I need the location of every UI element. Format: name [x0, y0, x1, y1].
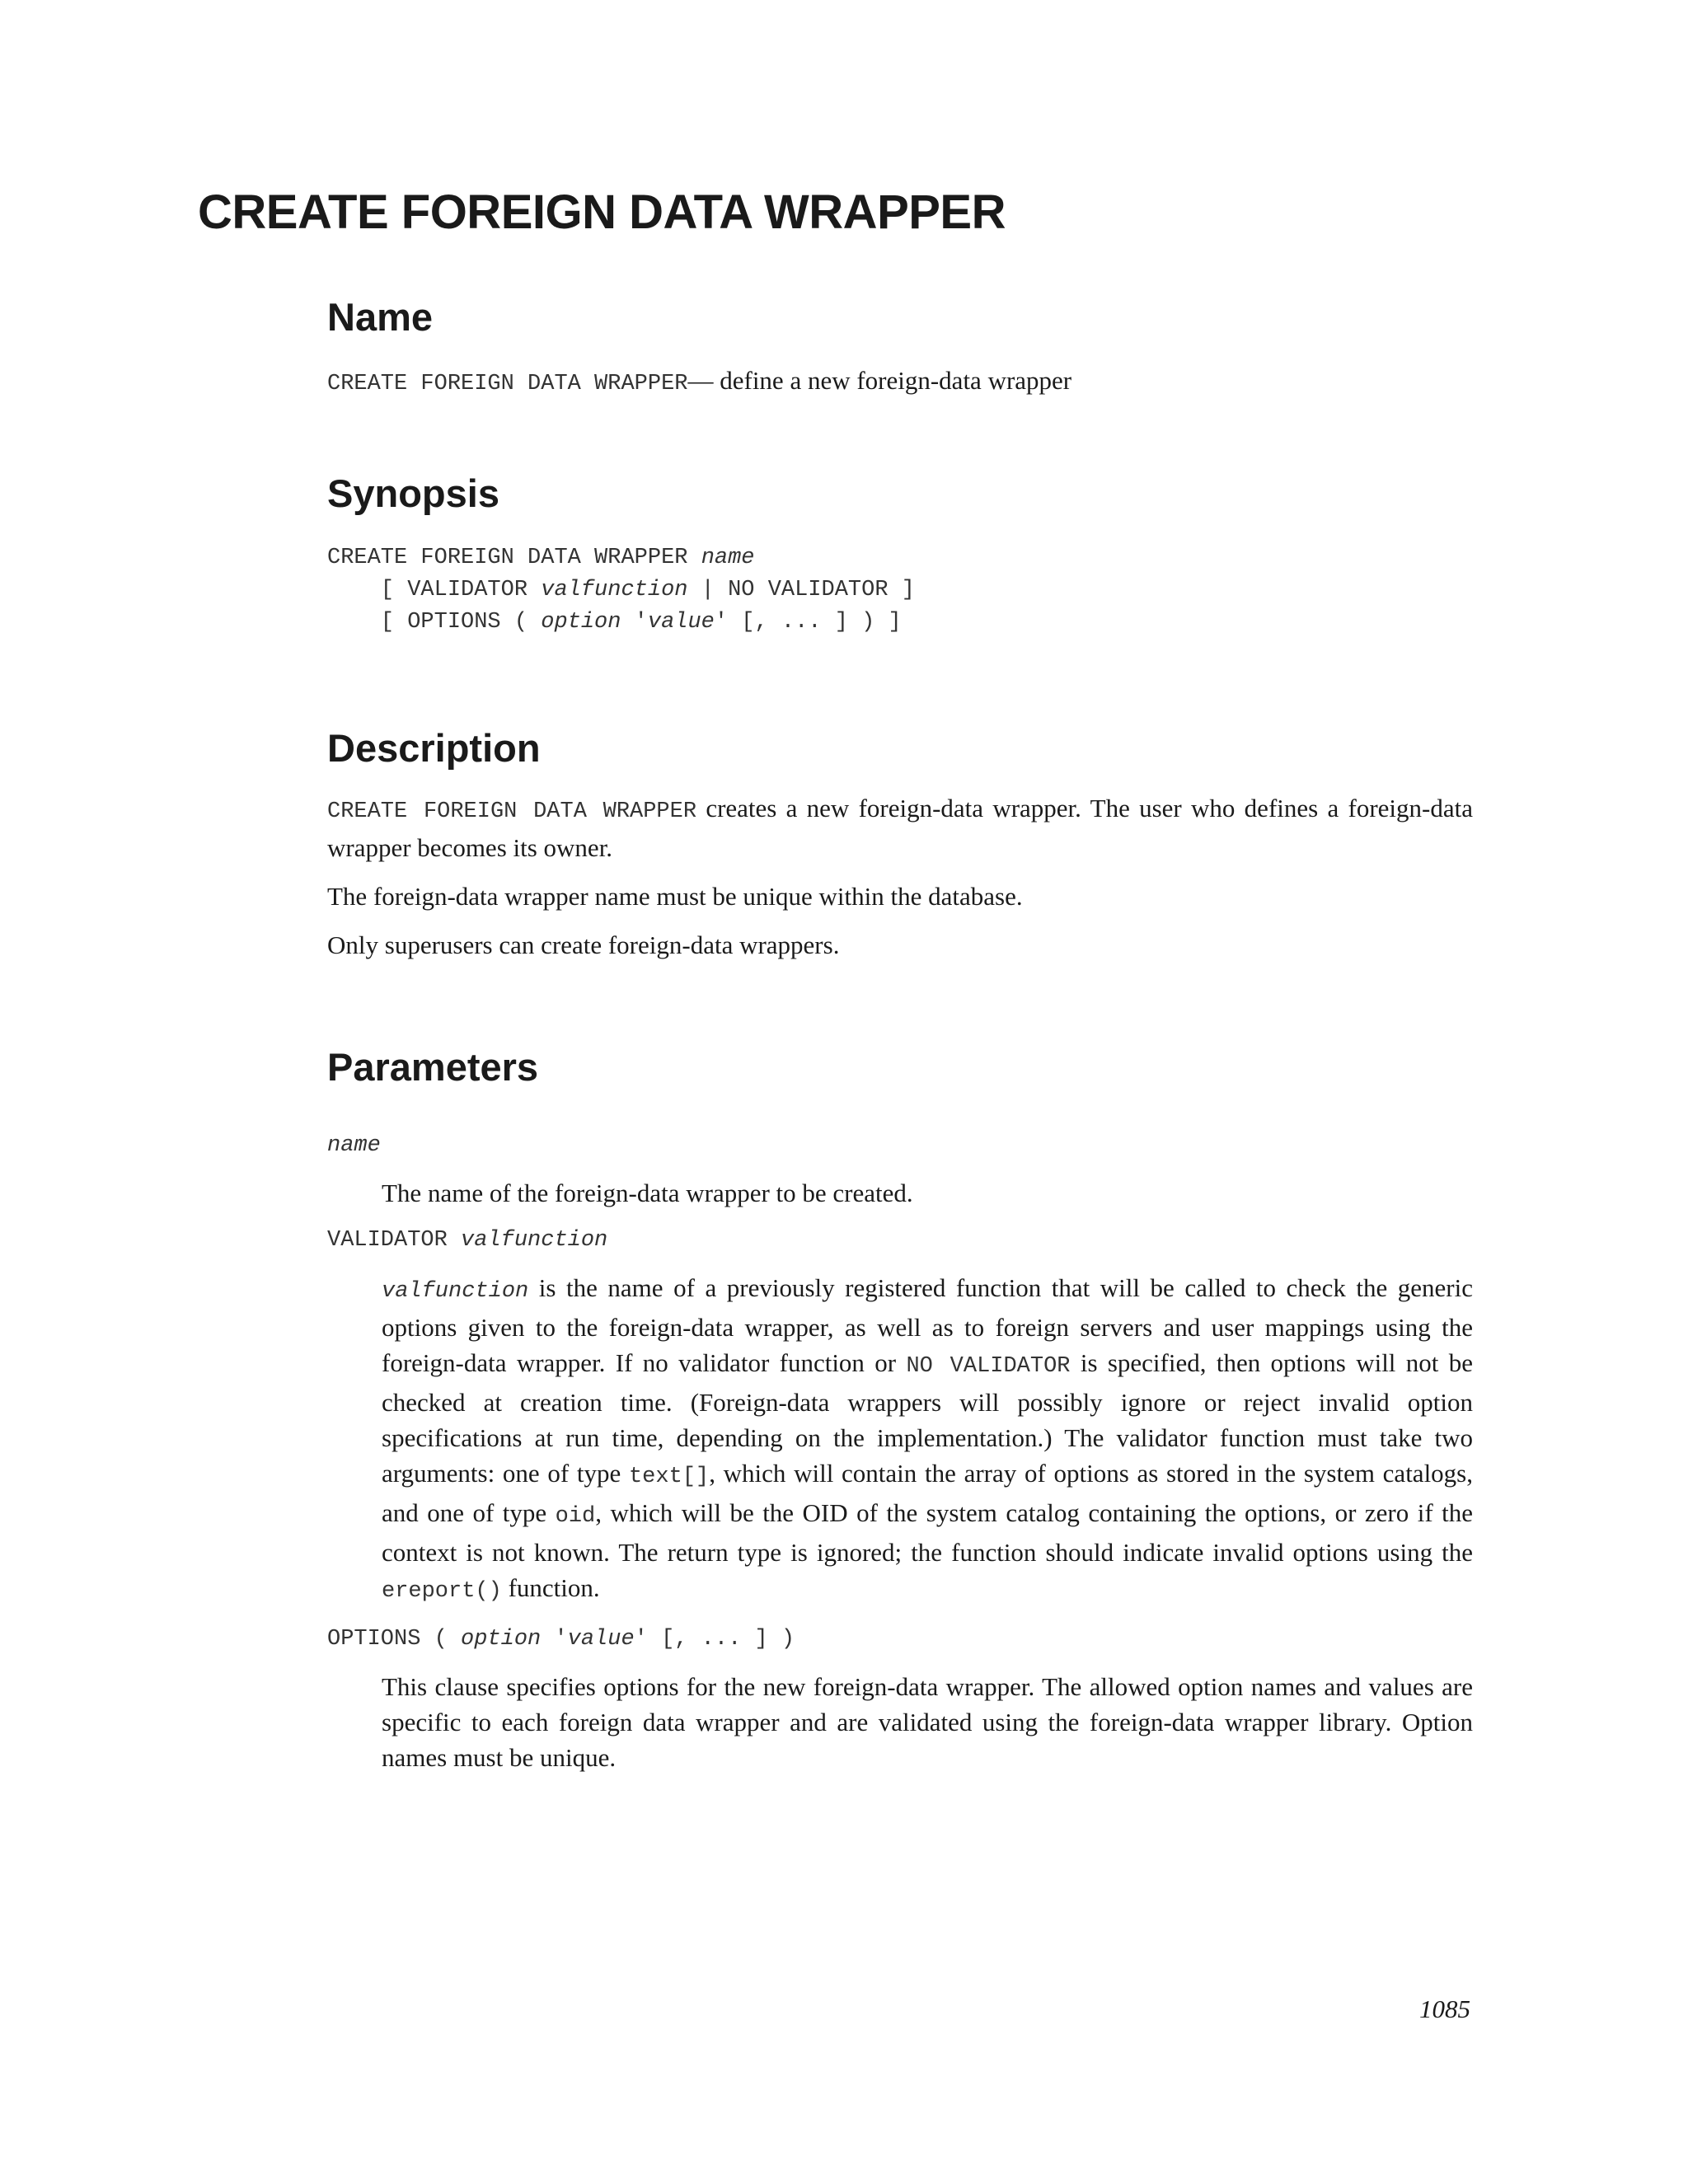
- description-command: CREATE FOREIGN DATA WRAPPER: [327, 799, 697, 824]
- param-def-validator: [382, 1270, 1473, 1610]
- param-term-name-placeholder: name: [327, 1133, 381, 1158]
- name-line: [327, 363, 1473, 402]
- validator-def-code-ereport: ereport(): [382, 1579, 502, 1604]
- synopsis-validator-pre: [ VALIDATOR: [327, 578, 542, 602]
- name-section: [327, 288, 1473, 402]
- param-term-options-placeholder-value: value: [567, 1627, 635, 1652]
- synopsis-options-mid: ': [621, 610, 648, 635]
- validator-def-text-5: function.: [501, 1573, 600, 1602]
- validator-def-code-text-array: text[]: [628, 1465, 710, 1489]
- name-heading: Name: [327, 295, 434, 339]
- description-paragraph-3: Only superusers can create foreign-data wrappers.: [327, 930, 840, 959]
- synopsis-placeholder-option: option: [541, 610, 621, 635]
- synopsis-options-post: ' [, ... ] ) ]: [714, 610, 902, 635]
- validator-def-text-2: is specified, then options will not be checked at creation time. (Foreign-data wrappers will possibly ignore or reject invalid option specifications at run time, depending on the implementation.) The validator function must take two arguments: one of type: [382, 1348, 1473, 1488]
- synopsis-placeholder-valfunction: valfunction: [541, 578, 688, 602]
- validator-def-code-oid: oid: [555, 1504, 596, 1529]
- validator-def-text-1: is the name of a previously registered function that will be called to check the generic options given to the foreign-data wrapper, as well as to foreign servers and user mappings using the foreign-data wrapper. If no validator function or: [382, 1273, 1473, 1377]
- description-paragraph-1: [327, 790, 1473, 865]
- synopsis-section: [327, 465, 1473, 639]
- param-def-validator-text: [382, 1270, 1473, 1610]
- synopsis-code-block: [327, 542, 1473, 639]
- param-term-name: [327, 1129, 1473, 1162]
- description-text-1: creates a new foreign-data wrapper. The user who defines a foreign-data wrapper becomes its owner.: [327, 794, 1473, 862]
- param-def-name: [382, 1175, 1473, 1211]
- param-def-name-text: The name of the foreign-data wrapper to be created.: [382, 1179, 913, 1207]
- description-section: [327, 719, 1473, 963]
- synopsis-placeholder-value: value: [647, 610, 715, 635]
- page-title: CREATE FOREIGN DATA WRAPPER: [198, 185, 1006, 239]
- document-body: [327, 288, 1473, 1788]
- description-heading: Description: [327, 726, 541, 770]
- param-def-options: [382, 1669, 1473, 1775]
- synopsis-options-pre: [ OPTIONS (: [327, 610, 542, 635]
- param-term-validator-placeholder: valfunction: [461, 1228, 608, 1253]
- validator-def-text-4: , which will be the OID of the system catalog containing the options, or zero if the context is not known. The return type is ignored; the function should indicate invalid options using the: [382, 1498, 1473, 1567]
- synopsis-line-2: [327, 574, 1473, 607]
- synopsis-line-1: [327, 542, 1473, 574]
- validator-def-placeholder: valfunction: [382, 1279, 529, 1304]
- param-term-options-mid: ': [541, 1627, 568, 1652]
- description-paragraph-2: The foreign-data wrapper name must be unique within the database.: [327, 882, 1023, 911]
- param-term-options-post: ' [, ... ] ): [634, 1627, 795, 1652]
- param-term-validator: [327, 1224, 1473, 1257]
- parameters-heading: Parameters: [327, 1045, 539, 1089]
- param-def-options-text: This clause specifies options for the new foreign-data wrapper. The allowed option names and values are specific to each foreign data wrapper and are validated using the foreign-data wrapper library. Option names must be unique.: [382, 1672, 1473, 1772]
- synopsis-validator-post: | NO VALIDATOR ]: [687, 578, 915, 602]
- synopsis-placeholder-name: name: [701, 546, 755, 570]
- validator-def-text-3: , which will contain the array of options as stored in the system catalogs, and one of type: [382, 1459, 1473, 1527]
- synopsis-heading: Synopsis: [327, 471, 499, 515]
- param-term-options-pre: OPTIONS (: [327, 1627, 462, 1652]
- name-summary: — define a new foreign-data wrapper: [687, 366, 1072, 395]
- name-command: CREATE FOREIGN DATA WRAPPER: [327, 372, 688, 396]
- synopsis-keyword: CREATE FOREIGN DATA WRAPPER: [327, 546, 701, 570]
- synopsis-line-3: [327, 607, 1473, 639]
- param-term-options: [327, 1623, 1473, 1656]
- page-number: 1085: [1419, 1994, 1470, 2023]
- param-term-options-placeholder-option: option: [461, 1627, 542, 1652]
- param-term-validator-keyword: VALIDATOR: [327, 1228, 462, 1253]
- parameters-section: [327, 1038, 1473, 1775]
- validator-def-code-no-validator: NO VALIDATOR: [906, 1354, 1071, 1379]
